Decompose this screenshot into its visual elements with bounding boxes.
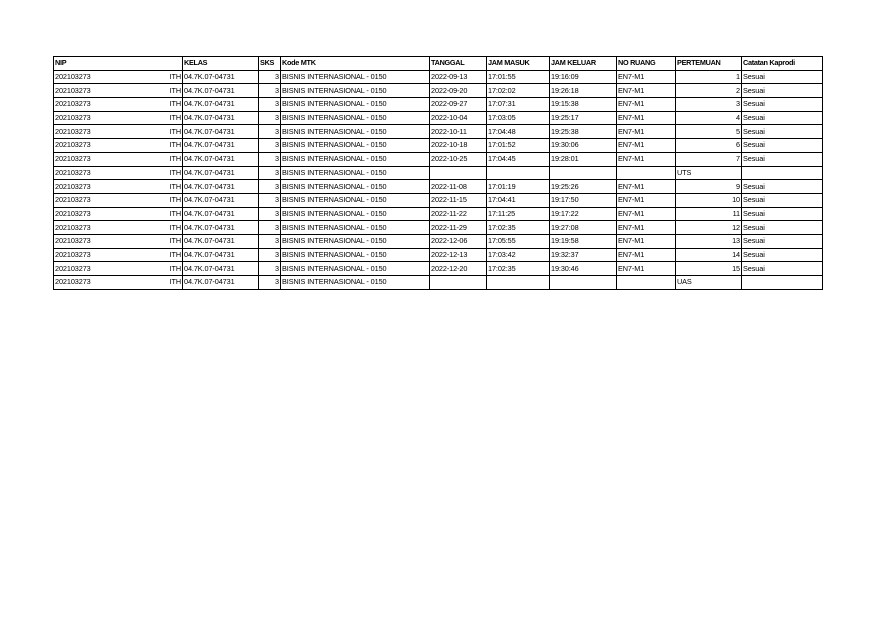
cell-no-ruang: EN7-M1 bbox=[617, 193, 676, 207]
cell-kelas: 04.7K.07-04731 bbox=[183, 152, 259, 166]
cell-catatan: Sesuai bbox=[742, 180, 823, 194]
cell-pertemuan: 11 bbox=[676, 207, 742, 221]
cell-catatan: Sesuai bbox=[742, 70, 823, 84]
cell-kode-mtk: BISNIS INTERNASIONAL - 0150 bbox=[281, 84, 430, 98]
cell-jam-masuk: 17:01:55 bbox=[487, 70, 550, 84]
cell-jam-masuk: 17:11:25 bbox=[487, 207, 550, 221]
cell-catatan: Sesuai bbox=[742, 139, 823, 153]
cell-pertemuan: 7 bbox=[676, 152, 742, 166]
cell-tanggal bbox=[430, 166, 487, 180]
cell-kelas: 04.7K.07-04731 bbox=[183, 139, 259, 153]
cell-pertemuan: 15 bbox=[676, 262, 742, 276]
cell-sks: 3 bbox=[259, 248, 281, 262]
table-row bbox=[54, 139, 823, 153]
cell-tanggal: 2022-11-29 bbox=[430, 221, 487, 235]
cell-nip: 202103273 bbox=[54, 84, 159, 98]
cell-pertemuan: UAS bbox=[676, 276, 742, 290]
cell-catatan: Sesuai bbox=[742, 221, 823, 235]
header-pertemuan: PERTEMUAN bbox=[676, 57, 742, 71]
cell-kode-mtk: BISNIS INTERNASIONAL - 0150 bbox=[281, 166, 430, 180]
cell-no-ruang: EN7-M1 bbox=[617, 98, 676, 112]
header-jam-keluar: JAM KELUAR bbox=[550, 57, 617, 71]
cell-jam-keluar bbox=[550, 166, 617, 180]
cell-tanggal: 2022-12-06 bbox=[430, 234, 487, 248]
header-kelas: KELAS bbox=[183, 57, 259, 71]
table-row bbox=[54, 248, 823, 262]
cell-tanggal: 2022-11-22 bbox=[430, 207, 487, 221]
cell-catatan: Sesuai bbox=[742, 234, 823, 248]
cell-no-ruang: EN7-M1 bbox=[617, 221, 676, 235]
cell-kode-mtk: BISNIS INTERNASIONAL - 0150 bbox=[281, 193, 430, 207]
cell-sks: 3 bbox=[259, 207, 281, 221]
cell-kelas: 04.7K.07-04731 bbox=[183, 166, 259, 180]
cell-jam-keluar bbox=[550, 276, 617, 290]
cell-tanggal: 2022-11-08 bbox=[430, 180, 487, 194]
cell-no-ruang: EN7-M1 bbox=[617, 152, 676, 166]
cell-kode-mtk: BISNIS INTERNASIONAL - 0150 bbox=[281, 234, 430, 248]
table-row bbox=[54, 180, 823, 194]
cell-jam-masuk: 17:01:19 bbox=[487, 180, 550, 194]
header-sks: SKS bbox=[259, 57, 281, 71]
cell-pertemuan: 5 bbox=[676, 125, 742, 139]
cell-sks: 3 bbox=[259, 84, 281, 98]
table-row bbox=[54, 111, 823, 125]
cell-jam-masuk: 17:02:35 bbox=[487, 221, 550, 235]
table-row bbox=[54, 125, 823, 139]
cell-jam-keluar: 19:17:22 bbox=[550, 207, 617, 221]
cell-kelas: 04.7K.07-04731 bbox=[183, 276, 259, 290]
cell-no-ruang bbox=[617, 166, 676, 180]
cell-catatan: Sesuai bbox=[742, 207, 823, 221]
cell-sks: 3 bbox=[259, 180, 281, 194]
cell-kode-mtk: BISNIS INTERNASIONAL - 0150 bbox=[281, 248, 430, 262]
header-jam-masuk: JAM MASUK bbox=[487, 57, 550, 71]
cell-jam-keluar: 19:32:37 bbox=[550, 248, 617, 262]
cell-kode-mtk: BISNIS INTERNASIONAL - 0150 bbox=[281, 111, 430, 125]
cell-kelas: 04.7K.07-04731 bbox=[183, 98, 259, 112]
cell-catatan: Sesuai bbox=[742, 262, 823, 276]
cell-pertemuan: 12 bbox=[676, 221, 742, 235]
cell-nip: 202103273 bbox=[54, 262, 159, 276]
cell-fakultas: ITH bbox=[159, 207, 183, 221]
cell-fakultas: ITH bbox=[159, 221, 183, 235]
cell-sks: 3 bbox=[259, 125, 281, 139]
cell-sks: 3 bbox=[259, 166, 281, 180]
cell-pertemuan: 1 bbox=[676, 70, 742, 84]
cell-kode-mtk: BISNIS INTERNASIONAL - 0150 bbox=[281, 207, 430, 221]
cell-kelas: 04.7K.07-04731 bbox=[183, 193, 259, 207]
cell-fakultas: ITH bbox=[159, 84, 183, 98]
cell-no-ruang: EN7-M1 bbox=[617, 180, 676, 194]
cell-jam-masuk: 17:05:55 bbox=[487, 234, 550, 248]
cell-pertemuan: 14 bbox=[676, 248, 742, 262]
attendance-table bbox=[53, 56, 823, 290]
cell-no-ruang: EN7-M1 bbox=[617, 139, 676, 153]
header-nip: NIP bbox=[54, 57, 159, 71]
cell-kelas: 04.7K.07-04731 bbox=[183, 125, 259, 139]
table-row bbox=[54, 98, 823, 112]
cell-sks: 3 bbox=[259, 262, 281, 276]
cell-pertemuan: 13 bbox=[676, 234, 742, 248]
cell-pertemuan: 4 bbox=[676, 111, 742, 125]
cell-fakultas: ITH bbox=[159, 139, 183, 153]
cell-kelas: 04.7K.07-04731 bbox=[183, 70, 259, 84]
attendance-sheet bbox=[53, 56, 823, 290]
table-body bbox=[54, 70, 823, 289]
cell-nip: 202103273 bbox=[54, 125, 159, 139]
cell-fakultas: ITH bbox=[159, 70, 183, 84]
cell-no-ruang: EN7-M1 bbox=[617, 248, 676, 262]
cell-pertemuan: 3 bbox=[676, 98, 742, 112]
cell-fakultas: ITH bbox=[159, 98, 183, 112]
cell-tanggal: 2022-10-11 bbox=[430, 125, 487, 139]
cell-catatan: Sesuai bbox=[742, 125, 823, 139]
cell-jam-masuk: 17:04:41 bbox=[487, 193, 550, 207]
cell-sks: 3 bbox=[259, 98, 281, 112]
cell-catatan: Sesuai bbox=[742, 98, 823, 112]
cell-nip: 202103273 bbox=[54, 193, 159, 207]
cell-jam-masuk: 17:04:45 bbox=[487, 152, 550, 166]
cell-catatan bbox=[742, 166, 823, 180]
cell-jam-masuk: 17:03:05 bbox=[487, 111, 550, 125]
cell-tanggal: 2022-09-20 bbox=[430, 84, 487, 98]
cell-kelas: 04.7K.07-04731 bbox=[183, 84, 259, 98]
cell-nip: 202103273 bbox=[54, 70, 159, 84]
cell-sks: 3 bbox=[259, 193, 281, 207]
cell-fakultas: ITH bbox=[159, 234, 183, 248]
cell-nip: 202103273 bbox=[54, 166, 159, 180]
cell-fakultas: ITH bbox=[159, 125, 183, 139]
cell-nip: 202103273 bbox=[54, 221, 159, 235]
table-row bbox=[54, 70, 823, 84]
cell-sks: 3 bbox=[259, 70, 281, 84]
cell-catatan: Sesuai bbox=[742, 248, 823, 262]
cell-sks: 3 bbox=[259, 111, 281, 125]
cell-kelas: 04.7K.07-04731 bbox=[183, 248, 259, 262]
header-catatan: Catatan Kaprodi bbox=[742, 57, 823, 71]
table-row bbox=[54, 207, 823, 221]
cell-kelas: 04.7K.07-04731 bbox=[183, 207, 259, 221]
cell-tanggal: 2022-09-13 bbox=[430, 70, 487, 84]
cell-tanggal: 2022-10-25 bbox=[430, 152, 487, 166]
cell-fakultas: ITH bbox=[159, 111, 183, 125]
cell-kode-mtk: BISNIS INTERNASIONAL - 0150 bbox=[281, 125, 430, 139]
cell-jam-keluar: 19:25:26 bbox=[550, 180, 617, 194]
cell-sks: 3 bbox=[259, 152, 281, 166]
cell-kelas: 04.7K.07-04731 bbox=[183, 111, 259, 125]
cell-jam-keluar: 19:17:50 bbox=[550, 193, 617, 207]
table-row bbox=[54, 221, 823, 235]
cell-catatan: Sesuai bbox=[742, 111, 823, 125]
cell-jam-masuk: 17:02:35 bbox=[487, 262, 550, 276]
cell-pertemuan: 6 bbox=[676, 139, 742, 153]
cell-kode-mtk: BISNIS INTERNASIONAL - 0150 bbox=[281, 276, 430, 290]
header-kode-mtk: Kode MTK bbox=[281, 57, 430, 71]
cell-catatan: Sesuai bbox=[742, 84, 823, 98]
cell-no-ruang: EN7-M1 bbox=[617, 125, 676, 139]
table-row bbox=[54, 152, 823, 166]
cell-kelas: 04.7K.07-04731 bbox=[183, 180, 259, 194]
cell-nip: 202103273 bbox=[54, 234, 159, 248]
cell-catatan: Sesuai bbox=[742, 152, 823, 166]
cell-jam-masuk bbox=[487, 166, 550, 180]
cell-fakultas: ITH bbox=[159, 152, 183, 166]
cell-jam-keluar: 19:30:06 bbox=[550, 139, 617, 153]
header-row bbox=[54, 57, 823, 71]
cell-kelas: 04.7K.07-04731 bbox=[183, 262, 259, 276]
cell-pertemuan: 9 bbox=[676, 180, 742, 194]
cell-nip: 202103273 bbox=[54, 180, 159, 194]
cell-no-ruang: EN7-M1 bbox=[617, 111, 676, 125]
cell-jam-masuk: 17:07:31 bbox=[487, 98, 550, 112]
cell-tanggal: 2022-10-04 bbox=[430, 111, 487, 125]
cell-nip: 202103273 bbox=[54, 139, 159, 153]
cell-pertemuan: UTS bbox=[676, 166, 742, 180]
cell-pertemuan: 10 bbox=[676, 193, 742, 207]
cell-jam-masuk bbox=[487, 276, 550, 290]
table-row bbox=[54, 234, 823, 248]
cell-jam-keluar: 19:25:38 bbox=[550, 125, 617, 139]
cell-fakultas: ITH bbox=[159, 166, 183, 180]
cell-kode-mtk: BISNIS INTERNASIONAL - 0150 bbox=[281, 98, 430, 112]
cell-tanggal bbox=[430, 276, 487, 290]
cell-sks: 3 bbox=[259, 234, 281, 248]
cell-no-ruang: EN7-M1 bbox=[617, 84, 676, 98]
cell-kode-mtk: BISNIS INTERNASIONAL - 0150 bbox=[281, 262, 430, 276]
cell-fakultas: ITH bbox=[159, 276, 183, 290]
cell-kelas: 04.7K.07-04731 bbox=[183, 221, 259, 235]
cell-jam-keluar: 19:28:01 bbox=[550, 152, 617, 166]
cell-jam-masuk: 17:02:02 bbox=[487, 84, 550, 98]
cell-sks: 3 bbox=[259, 139, 281, 153]
cell-kode-mtk: BISNIS INTERNASIONAL - 0150 bbox=[281, 139, 430, 153]
cell-jam-keluar: 19:30:46 bbox=[550, 262, 617, 276]
cell-tanggal: 2022-10-18 bbox=[430, 139, 487, 153]
header-spacer bbox=[159, 57, 183, 71]
cell-jam-keluar: 19:26:18 bbox=[550, 84, 617, 98]
table-row bbox=[54, 276, 823, 290]
cell-no-ruang: EN7-M1 bbox=[617, 207, 676, 221]
cell-kode-mtk: BISNIS INTERNASIONAL - 0150 bbox=[281, 180, 430, 194]
cell-no-ruang bbox=[617, 276, 676, 290]
cell-tanggal: 2022-09-27 bbox=[430, 98, 487, 112]
cell-fakultas: ITH bbox=[159, 180, 183, 194]
cell-nip: 202103273 bbox=[54, 111, 159, 125]
cell-nip: 202103273 bbox=[54, 248, 159, 262]
cell-nip: 202103273 bbox=[54, 152, 159, 166]
table-row bbox=[54, 193, 823, 207]
cell-kode-mtk: BISNIS INTERNASIONAL - 0150 bbox=[281, 152, 430, 166]
cell-kode-mtk: BISNIS INTERNASIONAL - 0150 bbox=[281, 221, 430, 235]
cell-jam-keluar: 19:25:17 bbox=[550, 111, 617, 125]
cell-catatan: Sesuai bbox=[742, 193, 823, 207]
header-tanggal: TANGGAL bbox=[430, 57, 487, 71]
cell-pertemuan: 2 bbox=[676, 84, 742, 98]
cell-no-ruang: EN7-M1 bbox=[617, 262, 676, 276]
cell-jam-keluar: 19:27:08 bbox=[550, 221, 617, 235]
cell-jam-masuk: 17:03:42 bbox=[487, 248, 550, 262]
cell-jam-masuk: 17:04:48 bbox=[487, 125, 550, 139]
cell-fakultas: ITH bbox=[159, 193, 183, 207]
cell-fakultas: ITH bbox=[159, 262, 183, 276]
cell-kode-mtk: BISNIS INTERNASIONAL - 0150 bbox=[281, 70, 430, 84]
cell-kelas: 04.7K.07-04731 bbox=[183, 234, 259, 248]
cell-tanggal: 2022-12-13 bbox=[430, 248, 487, 262]
table-row bbox=[54, 84, 823, 98]
cell-tanggal: 2022-12-20 bbox=[430, 262, 487, 276]
cell-jam-keluar: 19:16:09 bbox=[550, 70, 617, 84]
cell-sks: 3 bbox=[259, 221, 281, 235]
cell-sks: 3 bbox=[259, 276, 281, 290]
cell-nip: 202103273 bbox=[54, 207, 159, 221]
table-row bbox=[54, 166, 823, 180]
cell-nip: 202103273 bbox=[54, 98, 159, 112]
cell-no-ruang: EN7-M1 bbox=[617, 70, 676, 84]
cell-jam-keluar: 19:15:38 bbox=[550, 98, 617, 112]
header-no-ruang: NO RUANG bbox=[617, 57, 676, 71]
cell-catatan bbox=[742, 276, 823, 290]
table-row bbox=[54, 262, 823, 276]
cell-tanggal: 2022-11-15 bbox=[430, 193, 487, 207]
cell-fakultas: ITH bbox=[159, 248, 183, 262]
cell-no-ruang: EN7-M1 bbox=[617, 234, 676, 248]
cell-nip: 202103273 bbox=[54, 276, 159, 290]
cell-jam-keluar: 19:19:58 bbox=[550, 234, 617, 248]
cell-jam-masuk: 17:01:52 bbox=[487, 139, 550, 153]
